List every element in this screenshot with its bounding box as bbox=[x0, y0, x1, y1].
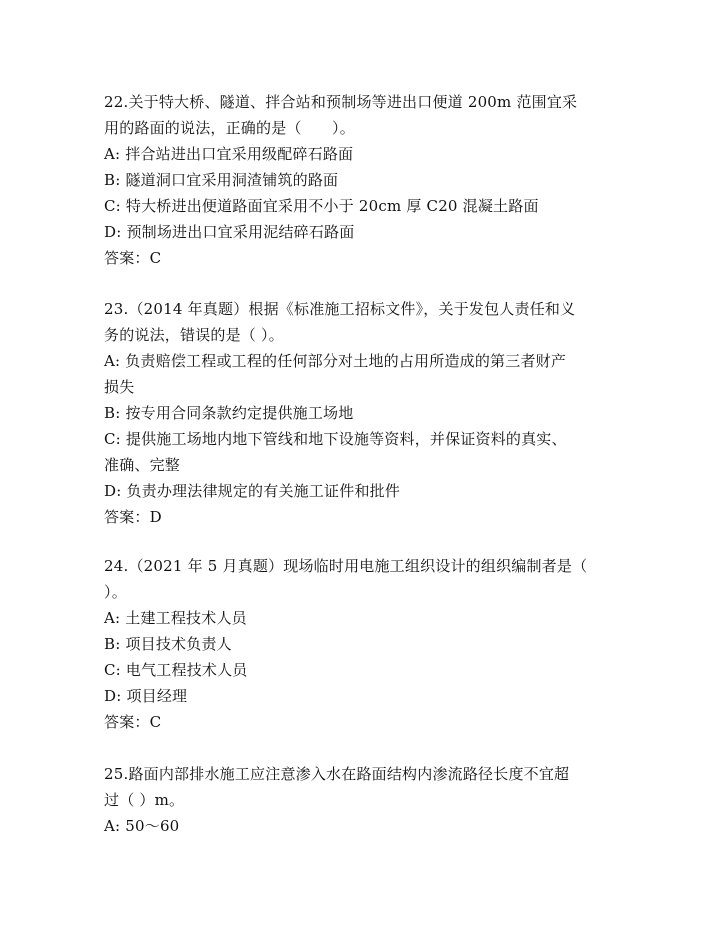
question-22 bbox=[104, 89, 624, 271]
option-d: D: 项目经理 bbox=[104, 687, 188, 705]
answer: 答案：C bbox=[104, 713, 162, 731]
option-c-continued: 准确、完整 bbox=[104, 456, 181, 474]
question-25 bbox=[104, 761, 624, 839]
question-stem-line: 25.路面内部排水施工应注意渗入水在路面结构内渗流路径长度不宜超 bbox=[104, 765, 570, 783]
answer: 答案：C bbox=[104, 249, 162, 267]
question-23 bbox=[104, 296, 624, 530]
option-b: B: 项目技术负责人 bbox=[104, 635, 232, 653]
option-c: C: 提供施工场地内地下管线和地下设施等资料，并保证资料的真实、 bbox=[104, 430, 567, 448]
option-b: B: 隧道洞口宜采用洞渣铺筑的路面 bbox=[104, 171, 339, 189]
option-d: D: 负责办理法律规定的有关施工证件和批件 bbox=[104, 482, 401, 500]
option-b: B: 按专用合同条款约定提供施工场地 bbox=[104, 404, 354, 422]
option-a: A: 负责赔偿工程或工程的任何部分对土地的占用所造成的第三者财产 bbox=[104, 352, 567, 370]
question-stem-line: ）。 bbox=[104, 583, 127, 601]
question-stem-line: 用的路面的说法，正确的是（ ）。 bbox=[104, 119, 355, 137]
question-stem-line: 务的说法，错误的是（ ）。 bbox=[104, 326, 284, 344]
option-c: C: 电气工程技术人员 bbox=[104, 661, 248, 679]
question-stem-line: 过（ ）m。 bbox=[104, 791, 185, 809]
option-a: A: 土建工程技术人员 bbox=[104, 609, 247, 627]
option-a: A: 拌合站进出口宜采用级配碎石路面 bbox=[104, 145, 354, 163]
answer: 答案：D bbox=[104, 508, 162, 526]
question-stem-line: 24.（2021 年 5 月真题）现场临时用电施工组织设计的组织编制者是（ bbox=[104, 557, 588, 575]
option-d: D: 预制场进出口宜采用泥结碎石路面 bbox=[104, 223, 355, 241]
question-stem-line: 23.（2014 年真题）根据《标准施工招标文件》，关于发包人责任和义 bbox=[104, 300, 576, 318]
question-24 bbox=[104, 553, 624, 735]
question-stem-line: 22.关于特大桥、隧道、拌合站和预制场等进出口便道 200m 范围宜采 bbox=[104, 93, 578, 111]
option-c: C: 特大桥进出便道路面宜采用不小于 20cm 厚 C20 混凝土路面 bbox=[104, 197, 539, 215]
option-a: A: 50～60 bbox=[104, 817, 180, 835]
option-a-continued: 损失 bbox=[104, 378, 135, 396]
